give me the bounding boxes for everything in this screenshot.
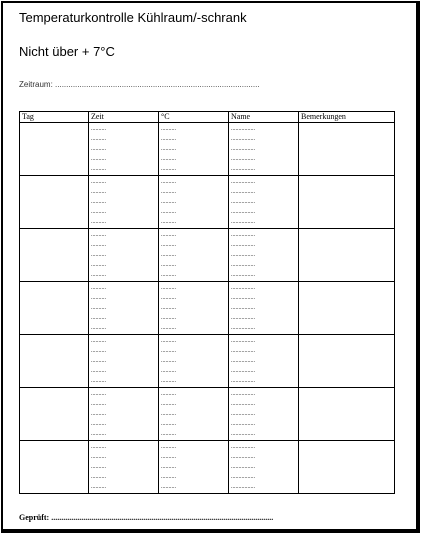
entry-line: ................	[231, 199, 255, 205]
entry-line: ................	[231, 444, 255, 450]
entry-line: ..........	[91, 401, 106, 407]
entry-line: ................	[231, 338, 255, 344]
entry-line: ..........	[91, 272, 106, 278]
header-tag: Tag	[20, 112, 89, 123]
table-row	[20, 441, 395, 494]
entry-line: ..........	[161, 391, 176, 397]
entry-line: ..........	[91, 411, 106, 417]
entry-line: ................	[231, 358, 255, 364]
entry-line: ..........	[91, 464, 106, 470]
remarks-cell[interactable]	[299, 229, 395, 282]
entry-line: ..........	[161, 305, 176, 311]
entry-line: ..........	[161, 474, 176, 480]
remarks-cell[interactable]	[299, 176, 395, 229]
entry-line: ................	[231, 126, 255, 132]
entry-line: ..........	[161, 209, 176, 215]
entry-line: ..........	[161, 262, 176, 268]
header-zeit: Zeit	[89, 112, 159, 123]
entry-line: ..........	[161, 295, 176, 301]
zeit-cell[interactable]	[89, 335, 159, 388]
name-cell[interactable]	[229, 282, 299, 335]
entry-line: ................	[231, 368, 255, 374]
zeit-cell[interactable]	[89, 123, 159, 176]
entry-line: ................	[231, 166, 255, 172]
entry-line: ..........	[91, 285, 106, 291]
entry-line: ..........	[91, 252, 106, 258]
entry-line: ..........	[161, 464, 176, 470]
remarks-cell[interactable]	[299, 123, 395, 176]
page-subtitle: Nicht über + 7°C	[19, 44, 115, 59]
table-row	[20, 282, 395, 335]
entry-line: ..........	[91, 378, 106, 384]
entry-line: ..........	[91, 484, 106, 490]
entry-line: ................	[231, 454, 255, 460]
table-body	[20, 123, 395, 494]
table-header-row	[20, 112, 395, 123]
entry-line: ..........	[161, 358, 176, 364]
entry-line: ..........	[161, 146, 176, 152]
entry-line: ................	[231, 262, 255, 268]
entry-line: ..........	[161, 315, 176, 321]
entry-line: ..........	[91, 431, 106, 437]
period-field[interactable]	[19, 80, 260, 89]
entry-line: ................	[231, 232, 255, 238]
entry-line: ..........	[91, 262, 106, 268]
checked-dots: ...............................................................................................................	[51, 513, 274, 522]
name-cell[interactable]	[229, 441, 299, 494]
entry-line: ................	[231, 411, 255, 417]
entry-line: ..........	[161, 156, 176, 162]
temperature-cell[interactable]	[159, 229, 229, 282]
entry-line: ................	[231, 209, 255, 215]
remarks-cell[interactable]	[299, 282, 395, 335]
entry-line: ..........	[91, 338, 106, 344]
entry-line: ..........	[161, 368, 176, 374]
entry-line: ..........	[91, 325, 106, 331]
entry-line: ................	[231, 325, 255, 331]
entry-line: ..........	[91, 166, 106, 172]
entry-line: ................	[231, 285, 255, 291]
entry-line: ................	[231, 252, 255, 258]
entry-line: ..........	[91, 295, 106, 301]
entry-line: ..........	[161, 484, 176, 490]
entry-line: ..........	[91, 358, 106, 364]
entry-line: ..........	[91, 315, 106, 321]
entry-line: ................	[231, 189, 255, 195]
entry-line: ..........	[91, 232, 106, 238]
entry-line: ................	[231, 421, 255, 427]
entry-line: ................	[231, 378, 255, 384]
tag-cell[interactable]	[20, 335, 89, 388]
entry-line: ..........	[91, 126, 106, 132]
entry-line: ..........	[161, 411, 176, 417]
zeit-cell[interactable]	[89, 282, 159, 335]
entry-line: ..........	[161, 199, 176, 205]
entry-line: ................	[231, 484, 255, 490]
period-dots: ............................................................................................	[55, 80, 260, 89]
temperature-cell[interactable]	[159, 282, 229, 335]
entry-line: ..........	[161, 136, 176, 142]
entry-line: ..........	[91, 219, 106, 225]
zeit-cell[interactable]	[89, 229, 159, 282]
entry-line: ..........	[161, 348, 176, 354]
entry-line: ..........	[161, 219, 176, 225]
entry-line: ................	[231, 305, 255, 311]
entry-line: ..........	[161, 431, 176, 437]
page-title: Temperaturkontrolle Kühlraum/-schrank	[19, 10, 247, 25]
entry-line: ..........	[161, 338, 176, 344]
tag-cell[interactable]	[20, 176, 89, 229]
table-row	[20, 229, 395, 282]
entry-line: ................	[231, 219, 255, 225]
entry-line: ..........	[161, 444, 176, 450]
checked-field[interactable]	[19, 513, 273, 522]
entry-line: ..........	[91, 305, 106, 311]
entry-line: ..........	[91, 209, 106, 215]
tag-cell[interactable]	[20, 388, 89, 441]
name-cell[interactable]	[229, 229, 299, 282]
temperature-cell[interactable]	[159, 388, 229, 441]
remarks-cell[interactable]	[299, 441, 395, 494]
entry-line: ..........	[91, 454, 106, 460]
zeit-cell[interactable]	[89, 388, 159, 441]
temperature-cell[interactable]	[159, 441, 229, 494]
entry-line: ..........	[91, 189, 106, 195]
entry-line: ..........	[161, 401, 176, 407]
entry-line: ..........	[161, 126, 176, 132]
tag-cell[interactable]	[20, 123, 89, 176]
entry-line: ..........	[161, 454, 176, 460]
entry-line: ................	[231, 474, 255, 480]
entry-line: ................	[231, 295, 255, 301]
entry-line: ..........	[91, 179, 106, 185]
entry-line: ..........	[91, 368, 106, 374]
table-row	[20, 335, 395, 388]
entry-line: ..........	[161, 242, 176, 248]
entry-line: ................	[231, 431, 255, 437]
entry-line: ................	[231, 136, 255, 142]
entry-line: ..........	[161, 378, 176, 384]
period-label: Zeitraum:	[19, 80, 53, 89]
header-remarks: Bemerkungen	[299, 112, 395, 123]
entry-line: ..........	[161, 421, 176, 427]
header-name: Name	[229, 112, 299, 123]
header-temperature: °C	[159, 112, 229, 123]
name-cell[interactable]	[229, 388, 299, 441]
name-cell[interactable]	[229, 123, 299, 176]
entry-line: ..........	[161, 166, 176, 172]
table-row	[20, 123, 395, 176]
entry-line: ..........	[161, 325, 176, 331]
temperature-log-table	[19, 111, 395, 494]
zeit-cell[interactable]	[89, 176, 159, 229]
tag-cell[interactable]	[20, 282, 89, 335]
tag-cell[interactable]	[20, 229, 89, 282]
name-cell[interactable]	[229, 176, 299, 229]
name-cell[interactable]	[229, 335, 299, 388]
entry-line: ................	[231, 272, 255, 278]
entry-line: ................	[231, 348, 255, 354]
entry-line: ................	[231, 156, 255, 162]
entry-line: ..........	[91, 146, 106, 152]
entry-line: ..........	[161, 272, 176, 278]
entry-line: ................	[231, 146, 255, 152]
entry-line: ..........	[161, 232, 176, 238]
entry-line: ..........	[161, 189, 176, 195]
entry-line: ..........	[161, 285, 176, 291]
zeit-cell[interactable]	[89, 441, 159, 494]
entry-line: ................	[231, 242, 255, 248]
temperature-cell[interactable]	[159, 335, 229, 388]
entry-line: ................	[231, 464, 255, 470]
tag-cell[interactable]	[20, 441, 89, 494]
entry-line: ..........	[91, 444, 106, 450]
entry-line: ..........	[91, 474, 106, 480]
remarks-cell[interactable]	[299, 335, 395, 388]
entry-line: ..........	[161, 252, 176, 258]
entry-line: ..........	[91, 421, 106, 427]
entry-line: ................	[231, 401, 255, 407]
table-row	[20, 388, 395, 441]
temperature-cell[interactable]	[159, 123, 229, 176]
entry-line: ..........	[91, 199, 106, 205]
table-row	[20, 176, 395, 229]
temperature-cell[interactable]	[159, 176, 229, 229]
entry-line: ................	[231, 315, 255, 321]
remarks-cell[interactable]	[299, 388, 395, 441]
entry-line: ..........	[91, 391, 106, 397]
entry-line: ................	[231, 391, 255, 397]
entry-line: ................	[231, 179, 255, 185]
checked-label: Geprüft:	[19, 513, 50, 522]
entry-line: ..........	[91, 136, 106, 142]
entry-line: ..........	[91, 242, 106, 248]
entry-line: ..........	[91, 348, 106, 354]
entry-line: ..........	[91, 156, 106, 162]
entry-line: ..........	[161, 179, 176, 185]
